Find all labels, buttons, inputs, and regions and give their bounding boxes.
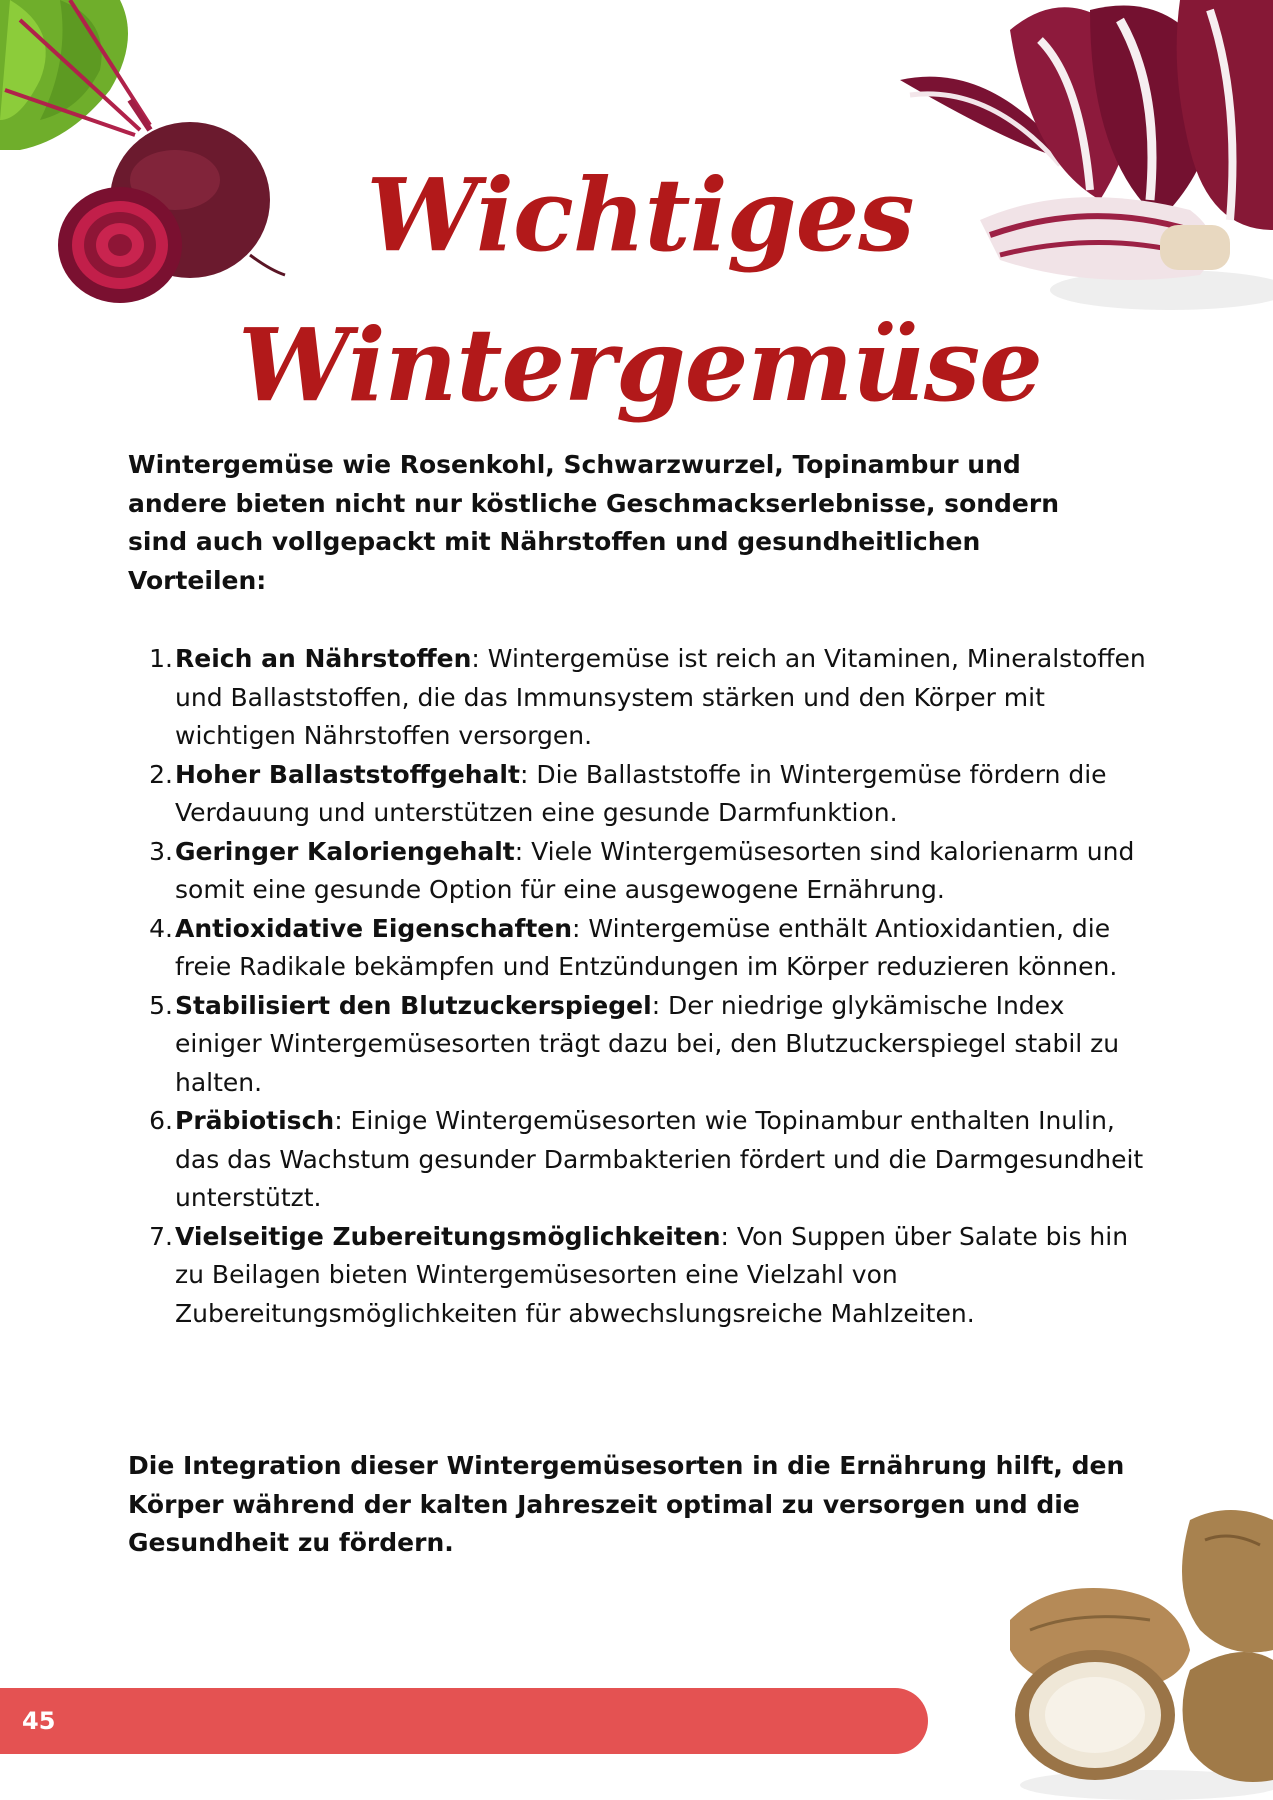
list-item-number: 6. <box>149 1106 173 1135</box>
page-title <box>230 140 1050 440</box>
list-item-term: Vielseitige Zubereitungsmöglichkeiten <box>175 1221 721 1251</box>
footer-bar <box>0 1688 928 1754</box>
benefits-list <box>128 640 1148 1333</box>
list-item-term: Antioxidative Eigenschaften <box>175 913 573 943</box>
list-item <box>128 987 1148 1103</box>
list-item <box>128 910 1148 987</box>
list-item-text: : Viele Wintergemüsesorten sind kalorienarm und somit eine gesunde Option für eine ausgewogene Ernährung. <box>175 836 1135 904</box>
list-item <box>128 640 1148 756</box>
list-item-number: 7. <box>149 1221 173 1251</box>
list-item-term: Hoher Ballaststoffgehalt <box>175 759 520 789</box>
list-item-term: Reich an Nährstoffen <box>175 644 472 673</box>
list-item <box>128 756 1148 833</box>
list-item-term: Geringer Kaloriengehalt <box>175 836 515 866</box>
list-item-text: : Der niedrige glykämische Index einiger Wintergemüsesorten trägt dazu bei, den Blutzuckerspiegel stabil zu halten. <box>175 990 1120 1097</box>
list-item-text: : Von Suppen über Salate bis hin zu Beilagen bieten Wintergemüsesorten eine Vielzahl von Zubereitungsmöglichkeiten für abwechslungsreiche Mahlzeiten. <box>175 1221 1129 1328</box>
list-item-term: Präbiotisch <box>175 1106 335 1135</box>
list-item-number: 5. <box>149 990 173 1020</box>
list-item-number: 4. <box>149 913 173 943</box>
title-line-1: Wichtiges <box>366 156 914 274</box>
page-number: 45 <box>22 1707 56 1735</box>
closing-paragraph: Die Integration dieser Wintergemüsesorten in die Ernährung hilft, den Körper während der kalten Jahreszeit optimal zu versorgen und die Gesundheit zu fördern. <box>128 1451 1125 1557</box>
list-item-text: : Die Ballaststoffe in Wintergemüse fördern die Verdauung und unterstützen eine gesunde Darmfunktion. <box>175 759 1107 827</box>
title-line-2: Wintergemüse <box>238 306 1042 424</box>
list-item <box>128 1218 1148 1334</box>
list-item-number: 3. <box>149 836 173 866</box>
list-item-text: : Einige Wintergemüsesorten wie Topinambur enthalten Inulin, das das Wachstum gesunder Darmbakterien fördert und die Darmgesundheit unterstützt. <box>175 1106 1144 1212</box>
list-item <box>128 1102 1148 1218</box>
list-item-term: Stabilisiert den Blutzuckerspiegel <box>175 990 652 1020</box>
intro-paragraph: Wintergemüse wie Rosenkohl, Schwarzwurzel, Topinambur und andere bieten nicht nur köstliche Geschmackserlebnisse, sondern sind auch vollgepackt mit Nährstoffen und gesundheitlichen Vorteilen: <box>128 450 1060 595</box>
list-item-text: : Wintergemüse ist reich an Vitaminen, Mineralstoffen und Ballaststoffen, die das Immunsystem stärken und den Körper mit wichtigen Nährstoffen versorgen. <box>175 644 1146 750</box>
list-item-text: : Wintergemüse enthält Antioxidantien, die freie Radikale bekämpfen und Entzündungen im Körper reduzieren können. <box>175 913 1118 981</box>
list-item <box>128 833 1148 910</box>
list-item-number: 1. <box>149 644 173 673</box>
list-item-number: 2. <box>149 759 173 789</box>
